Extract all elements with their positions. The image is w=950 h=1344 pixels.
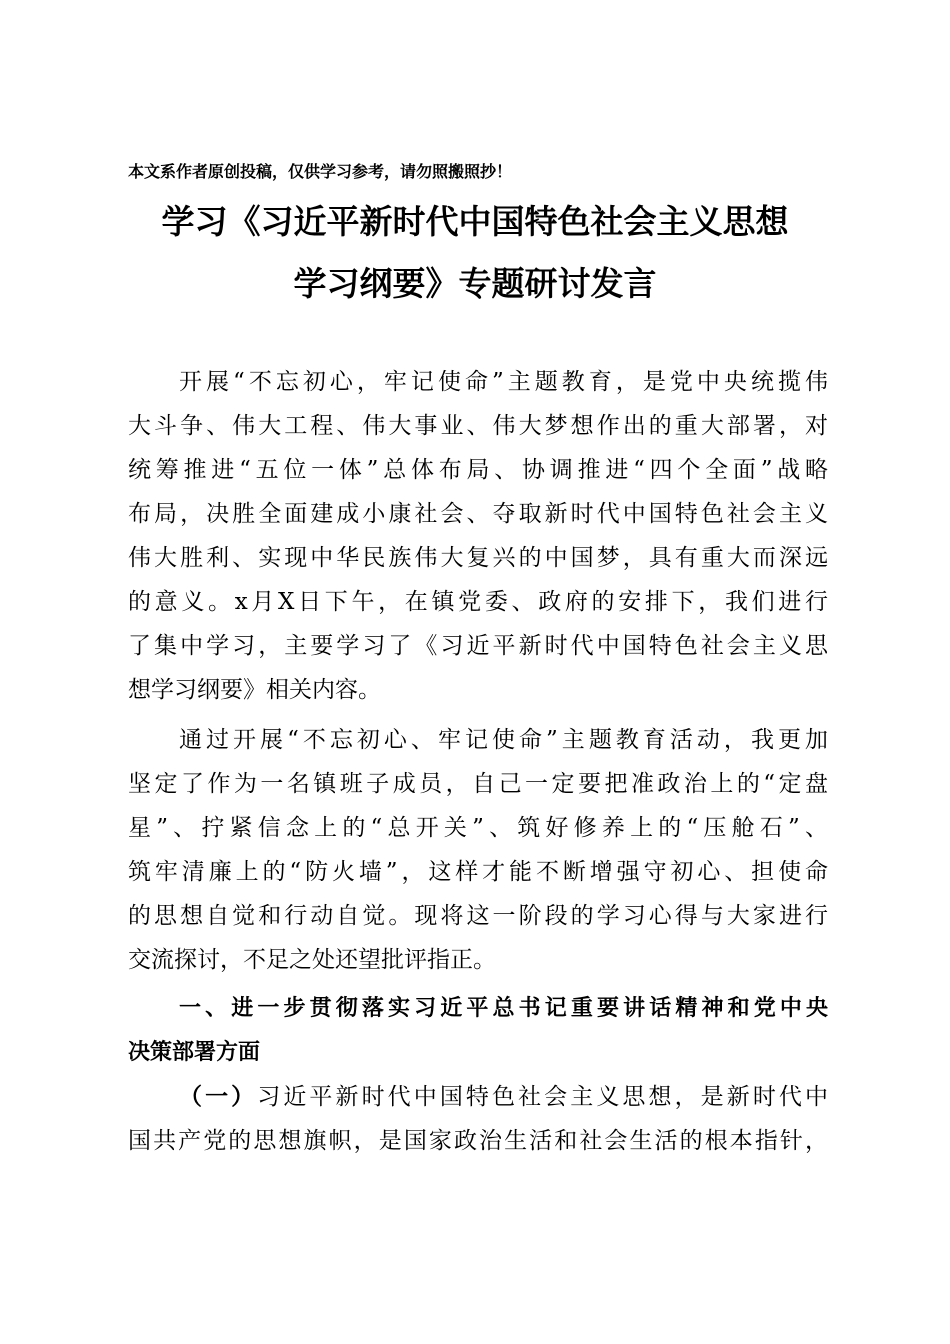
section-1-heading-line: 决策部署方面 (128, 1040, 261, 1065)
subsection-1-line: 国共产党的思想旗帜，是国家政治生活和社会生活的根本指针， (128, 1128, 828, 1154)
paragraph-1-line: 了集中学习，主要学习了《习近平新时代中国特色社会主义思 (128, 633, 828, 659)
paragraph-2-line: 交流探讨，不足之处还望批评指正。 (128, 947, 496, 973)
copyright-notice: 本文系作者原创投稿，仅供学习参考，请勿照搬照抄！ (128, 162, 513, 181)
paragraph-1-line: 的意义。x月X日下午，在镇党委、政府的安排下，我们进行 (128, 589, 828, 615)
section-1-heading-line: 一、进一步贯彻落实习近平总书记重要讲话精神和党中央 (179, 996, 828, 1021)
paragraph-2-line: 的思想自觉和行动自觉。现将这一阶段的学习心得与大家进行 (128, 903, 828, 929)
paragraph-1-line: 布局，决胜全面建成小康社会、夺取新时代中国特色社会主义 (128, 501, 828, 527)
document-title-line-1: 学习《习近平新时代中国特色社会主义思想 (161, 202, 789, 241)
paragraph-1-line: 统筹推进“五位一体”总体布局、协调推进“四个全面”战略 (128, 457, 828, 483)
paragraph-2-line: 坚定了作为一名镇班子成员，自己一定要把准政治上的“定盘 (128, 771, 828, 797)
paragraph-2-line: 通过开展“不忘初心、牢记使命”主题教育活动，我更加 (179, 727, 828, 753)
paragraph-1-line: 想学习纲要》相关内容。 (128, 677, 381, 703)
paragraph-1-line: 大斗争、伟大工程、伟大事业、伟大梦想作出的重大部署，对 (128, 413, 828, 439)
paragraph-1-line: 开展“不忘初心，牢记使命”主题教育，是党中央统揽伟 (179, 369, 828, 395)
paragraph-1-line: 伟大胜利、实现中华民族伟大复兴的中国梦，具有重大而深远 (128, 545, 828, 571)
subsection-1-label: （一） (179, 1084, 258, 1110)
subsection-1-text: 习近平新时代中国特色社会主义思想，是新时代中 (257, 1084, 828, 1110)
subsection-1-line (179, 1082, 828, 1112)
paragraph-2-line: 星”、拧紧信念上的“总开关”、筑好修养上的“压舱石”、 (128, 815, 828, 841)
document-title-line-2: 学习纲要》专题研讨发言 (293, 264, 657, 303)
paragraph-2-line: 筑牢清廉上的“防火墙”，这样才能不断增强守初心、担使命 (128, 859, 828, 885)
